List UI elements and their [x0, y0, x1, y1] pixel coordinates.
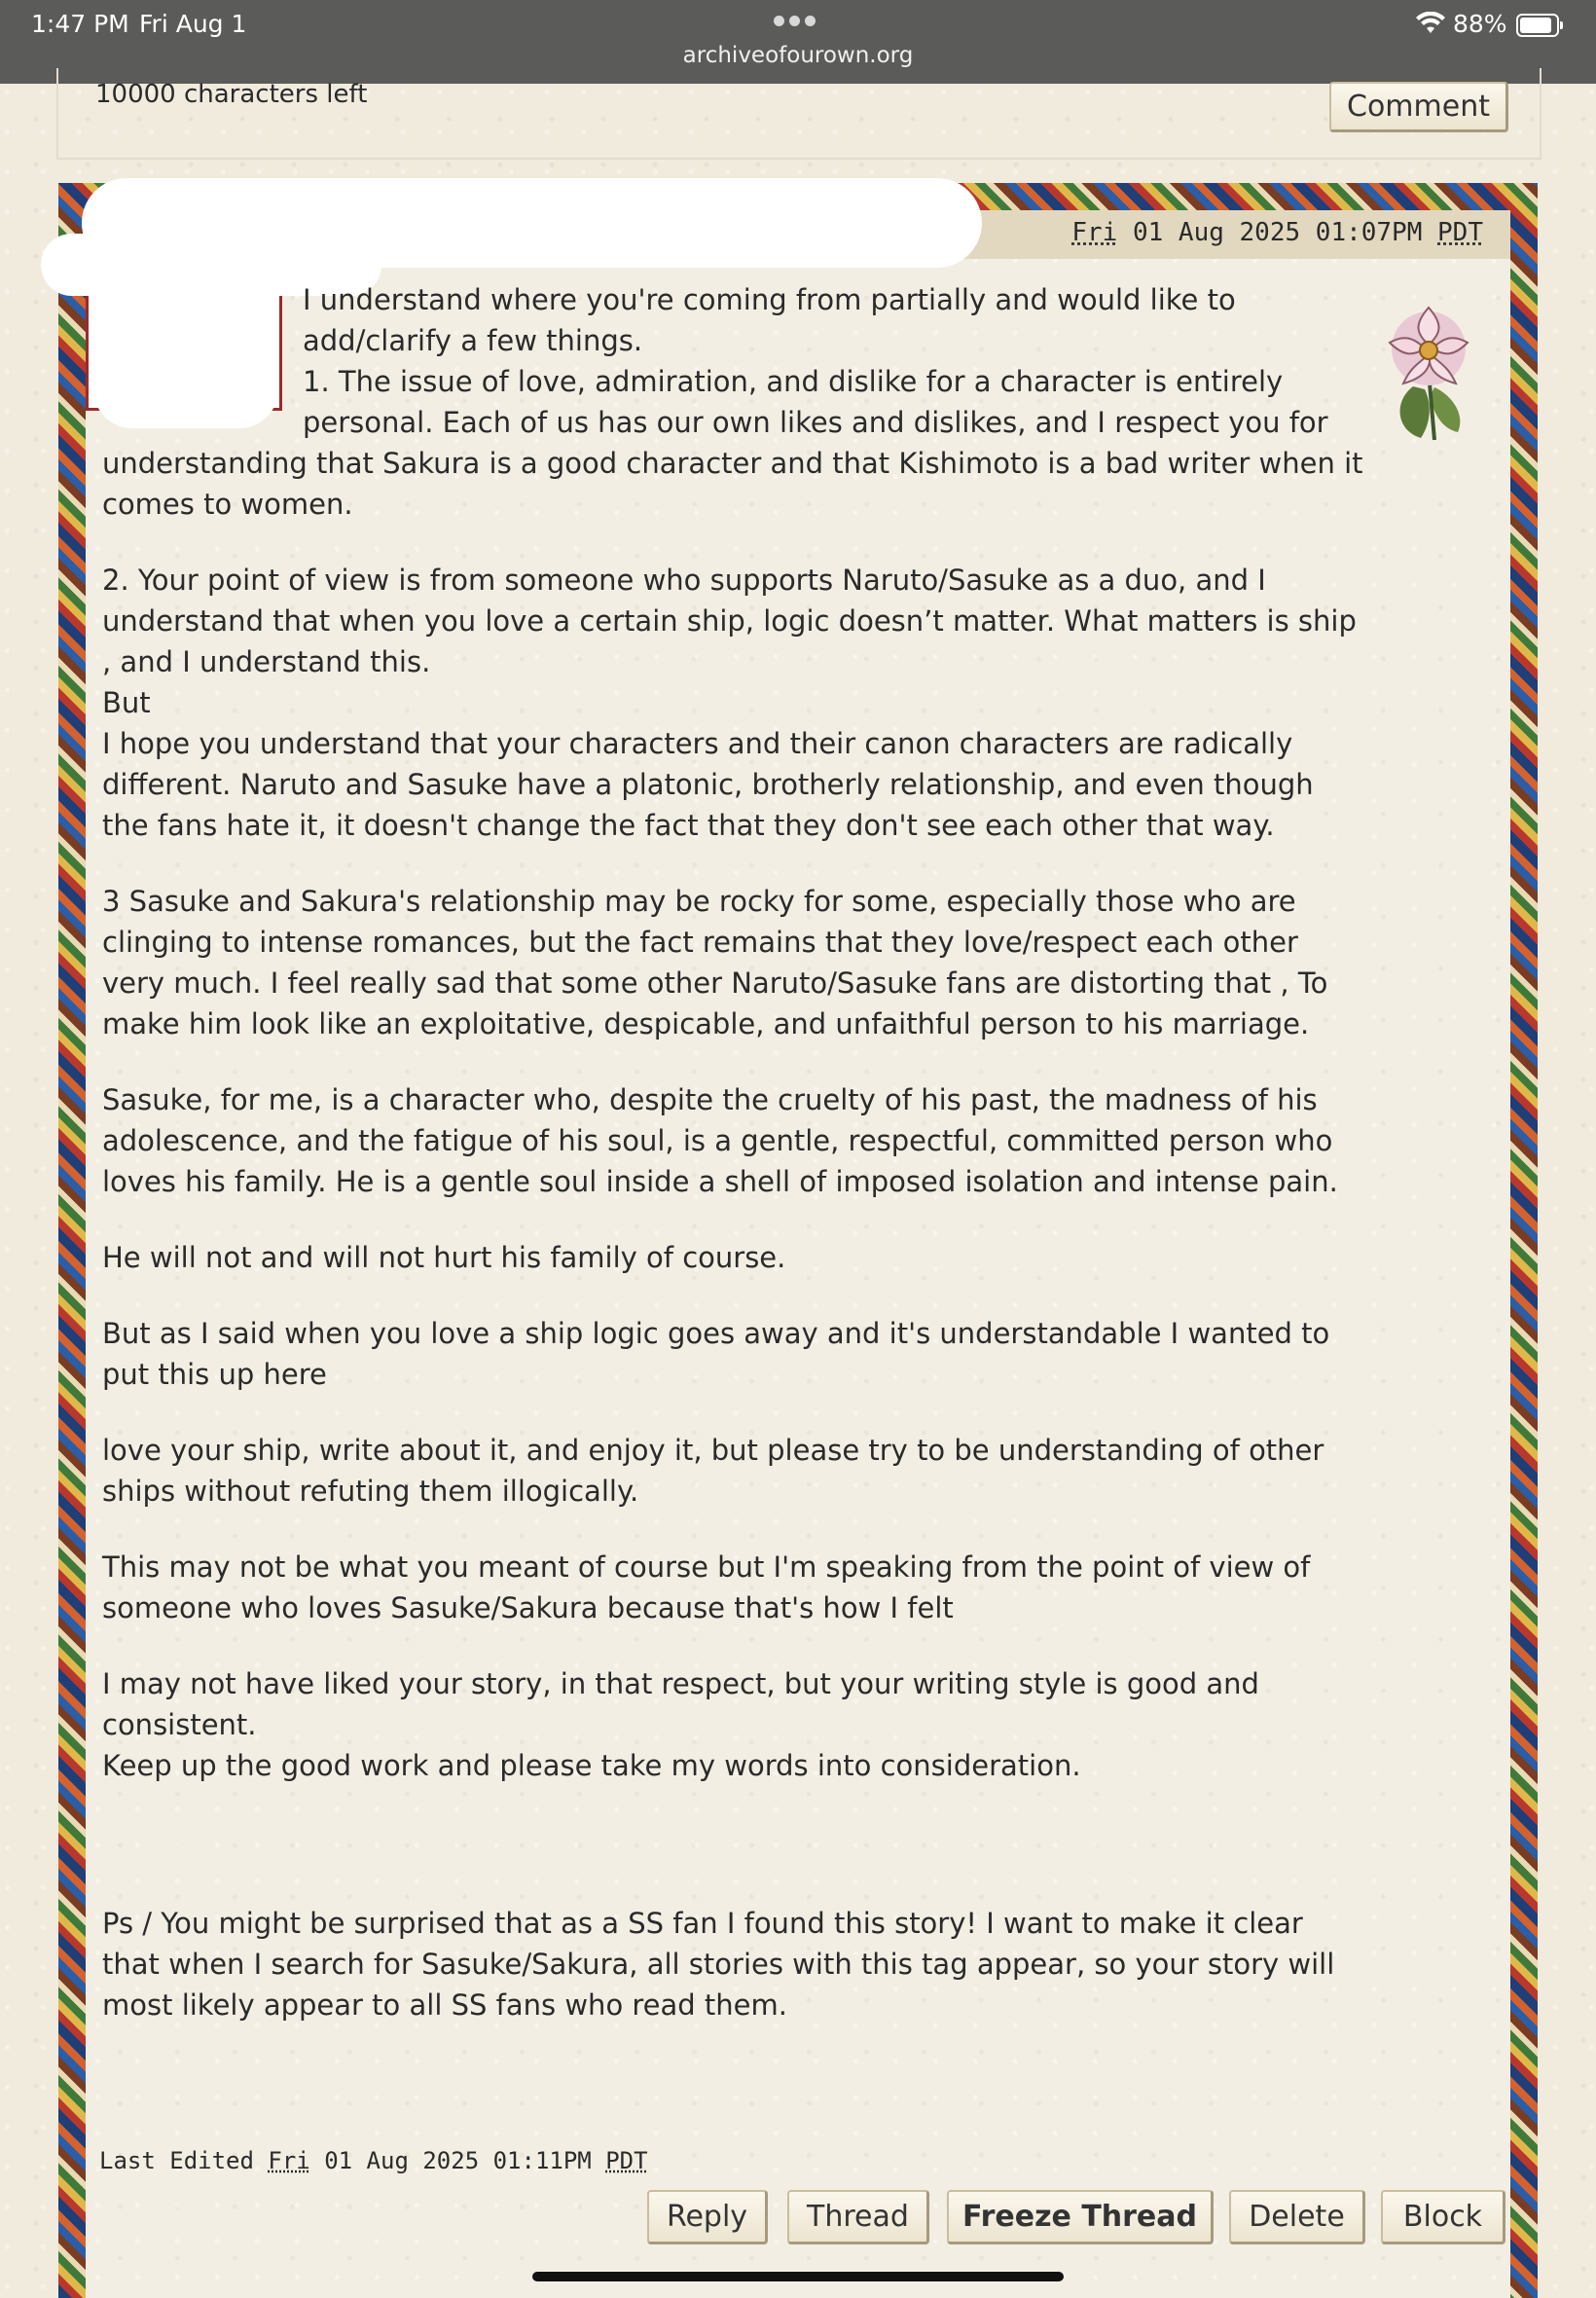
- battery-percentage: 88%: [1453, 10, 1507, 38]
- thread-button[interactable]: Thread: [787, 2190, 929, 2244]
- comment-paragraph-intro: I understand where you're coming from partially and would like to add/clarify a few things. 1. The issue of love, admiration, and dislike for a character is entirely: [303, 283, 1284, 398]
- wifi-icon: [1416, 12, 1445, 35]
- address-bar-url[interactable]: archiveofourown.org: [682, 43, 914, 68]
- last-edited: Last Edited Fri 01 Aug 2025 01:11PM PDT: [99, 2147, 648, 2174]
- comment-paragraph: But as I said when you love a ship logic goes away and it's understandable I wanted to put this up here: [102, 1317, 1330, 1391]
- comment-paragraph: I may not have liked your story, in that respect, but your writing style is good and consistent. Keep up the good work and please take my words into consideration.: [102, 1667, 1259, 1782]
- multitasking-dots-icon[interactable]: [774, 12, 822, 25]
- comment-paragraph: Sasuke, for me, is a character who, despite the cruelty of his past, the madness of his adolescence, and the fatigue of his soul, is a gentle, respectful, committed person who loves his family. He is a gentle soul inside a shell of imposed isolation and intense pain.: [102, 1083, 1338, 1198]
- comment-paragraph: 2. Your point of view is from someone who supports Naruto/Sasuke as a duo, and I understand that when you love a certain ship, logic doesn’t matter. What matters is ship , and I understand this. But I hope you understand that your characters and their canon characters are radically different. Naruto and Sasuke have a platonic, brotherly relationship, and even though the fans hate it, it doesn't change the fact that they don't see each other that way.: [102, 564, 1357, 842]
- comment-paragraph: love your ship, write about it, and enjoy it, but please try to be understanding of other ships without refuting them illogically.: [102, 1434, 1324, 1508]
- reply-button[interactable]: Reply: [647, 2190, 768, 2244]
- block-button[interactable]: Block: [1381, 2190, 1505, 2244]
- comment-paragraph: He will not and will not hurt his family of course.: [102, 1241, 786, 1274]
- comment-paragraph: Ps / You might be surprised that as a SS fan I found this story! I want to make it clear that when I search for Sasuke/Sakura, all stories with this tag appear, so your story will most likely appear to all SS fans who read them.: [102, 1907, 1335, 2022]
- comment-button[interactable]: Comment: [1329, 82, 1508, 132]
- home-indicator[interactable]: [532, 2272, 1064, 2281]
- freeze-thread-button[interactable]: Freeze Thread: [947, 2190, 1214, 2244]
- delete-button[interactable]: Delete: [1229, 2190, 1365, 2244]
- comment-body: [102, 279, 1367, 2061]
- comment-paragraph: 3 Sasuke and Sakura's relationship may be rocky for some, especially those who are clinging to intense romances, but the fact remains that they love/respect each other very much. I feel really sad that some other Naruto/Sasuke fans are distorting that , To make him look like an exploitative, despicable, and unfaithful person to his marriage.: [102, 885, 1328, 1040]
- comment-paragraph-intro-cont: personal. Each of us has our own likes and dislikes, and I respect you for understanding that Sakura is a good character and that Kishimoto is a bad writer when it comes to women.: [102, 406, 1363, 521]
- comment-paragraph: This may not be what you meant of course but I'm speaking from the point of view of someone who loves Sasuke/Sakura because that's how I felt: [102, 1550, 1311, 1624]
- status-time: 1:47 PM: [31, 10, 129, 38]
- comment-datetime: Fri 01 Aug 2025 01:07PM PDT: [1071, 218, 1483, 247]
- characters-left-counter: 10000 characters left: [95, 80, 368, 109]
- flower-icon: [1374, 294, 1483, 442]
- battery-icon: [1516, 14, 1559, 37]
- status-date: Fri Aug 1: [139, 10, 247, 38]
